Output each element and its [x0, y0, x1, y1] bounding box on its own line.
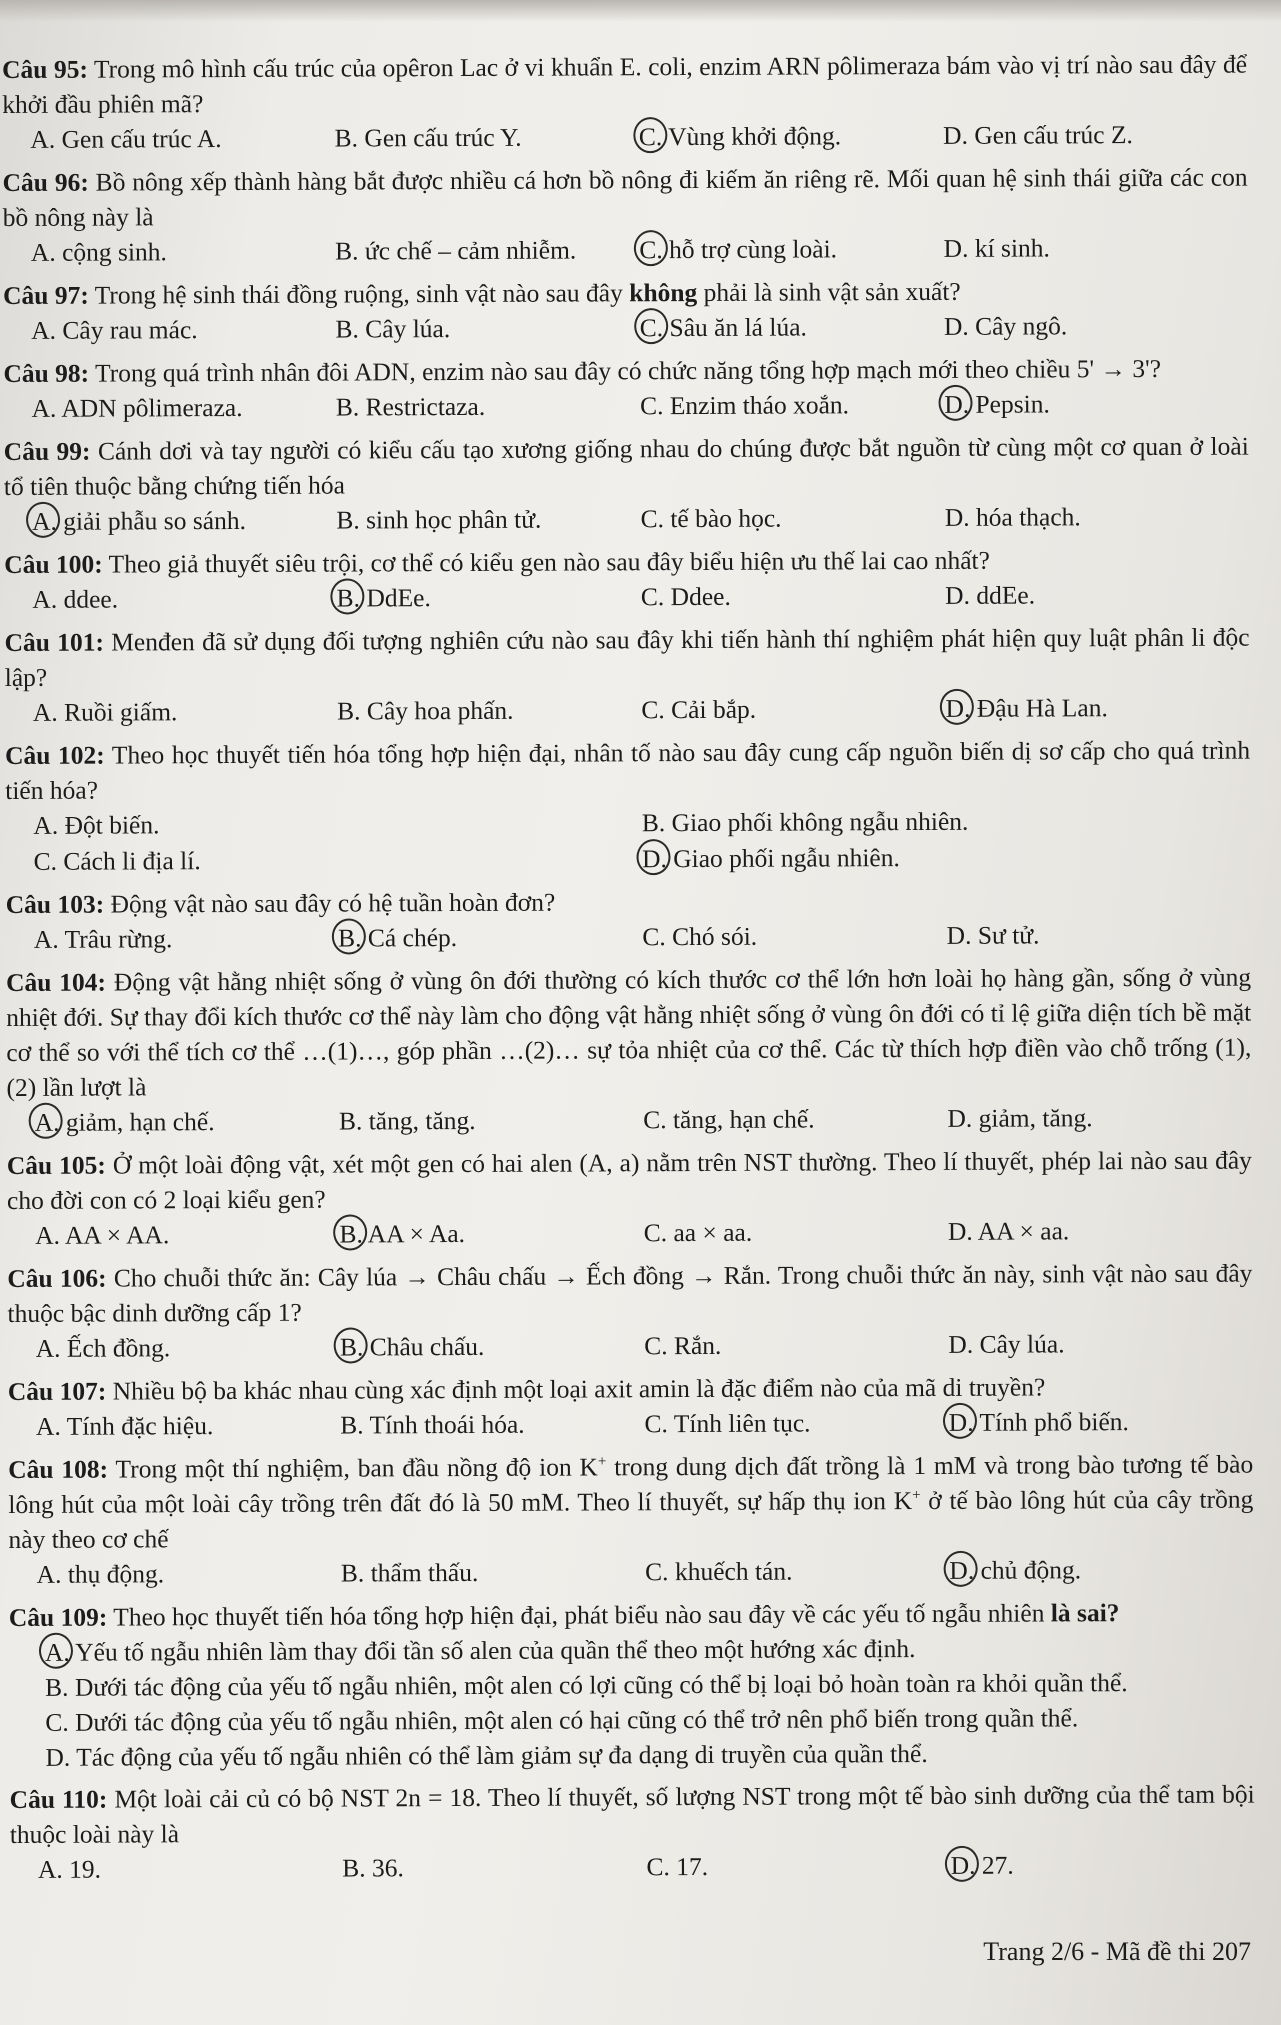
options	[10, 1847, 1255, 1888]
question-106	[7, 1256, 1252, 1367]
question-number: Câu 99:	[3, 436, 91, 466]
question-text: Ở một loài động vật, xét một gen có hai alen (A, a) nằm trên NST thường. Theo lí thuyết, phép lai nào sau đây cho đời con có 2 loại kiểu gen?	[6, 1145, 1252, 1215]
option-b[interactable]: B. DdEe.	[337, 579, 641, 616]
options	[4, 577, 1249, 618]
option-a[interactable]: A. giảm, hạn chế.	[35, 1104, 339, 1141]
question-list	[0, 47, 1255, 1895]
question-text: Menđen đã sử dụng đối tượng nghiên cứu nào sau đây khi tiến hành thí nghiệm phát hiện quy luật phân li độc lập?	[4, 622, 1250, 692]
options	[4, 499, 1249, 540]
option-b[interactable]: B. sinh học phân tử.	[336, 504, 542, 535]
option-d[interactable]: D. Tính phổ biến.	[949, 1404, 1253, 1441]
options	[6, 917, 1251, 958]
option-c[interactable]: C. Rắn.	[644, 1330, 722, 1361]
question-number: Câu 105:	[6, 1150, 106, 1180]
emphasis-text: không	[629, 277, 698, 308]
option-a[interactable]: A. giải phẫu so sánh.	[32, 503, 336, 540]
question-text: Trong quá trình nhân đôi ADN, enzim nào sau đây có chức năng tổng hợp mạch mới theo chiều 5' → 3'?	[94, 353, 1162, 388]
option-d[interactable]: D. Gen cấu trúc Z.	[943, 120, 1133, 150]
page-footer: Trang 2/6 - Mã đề thi 207	[983, 1937, 1251, 1966]
option-a[interactable]: A. Ếch đồng.	[35, 1333, 171, 1363]
selected-answer-circle: B.	[338, 920, 362, 956]
option-d[interactable]: D. chủ động.	[949, 1552, 1253, 1589]
options	[3, 386, 1248, 427]
question-text: Cho chuỗi thức ăn: Cây lúa → Châu chấu → Ếch đồng → Rắn. Trong chuỗi thức ăn này, sinh vật nào sau đây thuộc bậc dinh dưỡng cấp 1?	[7, 1258, 1253, 1328]
option-b[interactable]: B. Dưới tác động của yếu tố ngẫu nhiên, một alen có lợi cũng có thể bị loại bỏ hoàn toàn ra khỏi quần thể.	[45, 1668, 1128, 1702]
option-d[interactable]: D. giảm, tăng.	[947, 1103, 1093, 1133]
option-a[interactable]: A. Cây rau mác.	[31, 315, 198, 345]
option-a[interactable]: A. Gen cấu trúc A.	[30, 124, 222, 154]
question-96	[2, 160, 1247, 271]
option-c[interactable]: C. Cải bắp.	[641, 694, 757, 725]
option-a[interactable]: A. Ruồi giấm.	[32, 697, 178, 727]
question-text: Theo giả thuyết siêu trội, cơ thể có kiểu gen nào sau đây biểu hiện ưu thế lai cao nhất?	[108, 545, 990, 579]
option-b[interactable]: B. Restrictaza.	[335, 391, 486, 422]
selected-answer-circle: A.	[45, 1635, 70, 1670]
question-107	[8, 1369, 1253, 1445]
options	[5, 803, 1250, 880]
option-c[interactable]: C. Tính liên tục.	[644, 1408, 811, 1439]
option-d[interactable]: D. Tác động của yếu tố ngẫu nhiên có thể làm giảm sự đa dạng di truyền của quần thể.	[45, 1738, 928, 1772]
selected-answer-circle: B.	[337, 580, 361, 616]
option-a[interactable]: A. Đột biến.	[33, 810, 160, 840]
option-c[interactable]: C. Enzim tháo xoắn.	[639, 390, 850, 421]
question-text: Theo học thuyết tiến hóa tổng hợp hiện đại, phát biểu nào sau đây về các yếu tố ngẫu nhiên	[113, 1598, 1051, 1632]
question-103	[6, 882, 1251, 958]
option-c[interactable]: C. tăng, hạn chế.	[643, 1104, 815, 1135]
option-a[interactable]: A. 19.	[37, 1854, 102, 1884]
option-a[interactable]: A. Trâu rừng.	[33, 924, 173, 954]
option-c[interactable]: C. Ddee.	[640, 581, 731, 612]
options	[8, 1404, 1253, 1445]
question-number: Câu 106:	[7, 1263, 107, 1293]
question-99	[4, 429, 1249, 540]
question-text: Một loài cải củ có bộ NST 2n = 18. Theo lí thuyết, số lượng NST trong một tế bào sinh dưỡng của thể tam bội thuộc loài này là	[9, 1779, 1255, 1849]
option-d[interactable]: D. Cây lúa.	[948, 1329, 1065, 1359]
selected-answer-circle: C.	[639, 232, 663, 268]
option-d[interactable]: D. Pepsin.	[944, 386, 1248, 423]
option-b[interactable]: B. Giao phối không ngẫu nhiên.	[641, 806, 969, 838]
question-98	[3, 351, 1248, 427]
option-b[interactable]: B. 36.	[342, 1853, 404, 1883]
emphasis-text: là sai?	[1050, 1598, 1120, 1628]
selected-answer-circle: D.	[642, 841, 667, 877]
page-top-shadow	[0, 0, 1281, 22]
options	[3, 230, 1248, 271]
option-a[interactable]: A. Yếu tố ngẫu nhiên làm thay đổi tần số alen của quần thể theo một hướng xác định.	[9, 1630, 1254, 1670]
selected-answer-circle: D.	[944, 387, 969, 423]
option-d[interactable]: D. 27.	[951, 1847, 1255, 1884]
selected-answer-circle: D.	[946, 691, 971, 727]
option-d[interactable]: D. Giao phối ngẫu nhiên.	[642, 839, 1251, 878]
option-c[interactable]: C. khuếch tán.	[645, 1556, 793, 1587]
question-102	[5, 733, 1251, 880]
option-b[interactable]: B. Cây hoa phấn.	[337, 695, 514, 726]
question-number: Câu 109:	[8, 1602, 108, 1632]
options	[7, 1100, 1252, 1141]
options	[9, 1552, 1254, 1593]
option-c[interactable]: C. 17.	[646, 1851, 709, 1882]
question-number: Câu 103:	[5, 889, 105, 919]
option-d[interactable]: D. Cây ngô.	[943, 311, 1068, 341]
option-c[interactable]: C. Vùng khởi động.	[639, 118, 943, 155]
option-c[interactable]: C. tế bào học.	[640, 503, 782, 534]
option-d[interactable]: D. AA × aa.	[947, 1216, 1070, 1246]
question-108: Câu 108: Trong một thí nghiệm, ban đầu nồng độ ion K+ trong dung dịch đất trồng là 1 mM và trong bào tương tế bào lông hút của một loài cây trồng trên đất đó là 50 mM. Theo lí thuyết, sự hấp thụ ion K+ ở tế bào lông hút của cây trồng này theo cơ chế A. thụ động. B. thẩm thấu. C. khuếch tán. D. chủ động.	[8, 1447, 1254, 1593]
selected-answer-circle: C.	[639, 119, 663, 155]
question-number: Câu 102:	[5, 740, 105, 770]
question-text: Bồ nông xếp thành hàng bắt được nhiều cá hơn bồ nông đi kiếm ăn riêng rẽ. Mối quan hệ sinh thái giữa các con bồ nông này là	[2, 162, 1248, 232]
question-number: Câu 110:	[9, 1784, 108, 1814]
option-d[interactable]: D. ddEe.	[945, 580, 1036, 610]
selected-answer-circle: D.	[951, 1848, 976, 1884]
option-b[interactable]: B. tăng, tăng.	[338, 1105, 476, 1136]
option-c[interactable]: C. Chó sói.	[642, 921, 758, 952]
question-number: Câu 104:	[5, 967, 107, 997]
option-b[interactable]: B. Cá chép.	[338, 919, 642, 956]
question-number: Câu 97:	[2, 280, 89, 310]
question-text: Trong mô hình cấu trúc của opêron Lac ở vi khuẩn E. coli, enzim ARN pôlimeraza bám vào vị trí nào sau đây để khởi đầu phiên mã?	[2, 49, 1248, 119]
option-d[interactable]: D. Sư tử.	[946, 920, 1040, 950]
selected-answer-circle: B.	[339, 1216, 363, 1252]
question-95	[2, 47, 1247, 158]
question-number: Câu 98:	[3, 358, 90, 388]
option-c[interactable]: C. Sâu ăn lá lúa.	[640, 309, 944, 346]
question-number: Câu 95:	[2, 54, 88, 84]
option-a[interactable]: A. ADN pôlimeraza.	[31, 392, 243, 423]
option-d[interactable]: D. hóa thạch.	[944, 502, 1081, 532]
question-text: Cánh dơi và tay người có kiểu cấu tạo xương giống nhau do chúng được bắt nguồn từ cùng một cơ quan ở loài tổ tiên thuộc bằng chứng tiến hóa	[3, 431, 1249, 501]
question-number: Câu 100:	[4, 549, 103, 579]
selected-answer-circle: C.	[640, 310, 664, 346]
option-b[interactable]: B. Gen cấu trúc Y.	[334, 122, 522, 153]
question-number: Câu 101:	[4, 627, 104, 657]
question-text: Nhiều bộ ba khác nhau cùng xác định một loại axit amin là đặc điểm nào của mã di truyền?	[112, 1372, 1046, 1406]
option-b[interactable]: B. Tính thoái hóa.	[340, 1409, 525, 1440]
selected-answer-circle: A.	[32, 504, 57, 540]
option-b[interactable]: B. Cây lúa.	[335, 314, 451, 344]
option-c[interactable]: C. hỗ trợ cùng loài.	[639, 231, 943, 268]
option-c[interactable]: C. aa × aa.	[643, 1217, 753, 1248]
selected-answer-circle: D.	[949, 1405, 974, 1441]
question-104	[6, 960, 1252, 1141]
options	[2, 117, 1247, 158]
question-97: Câu 97: Trong hệ sinh thái đồng ruộng, sinh vật nào sau đây không phải là sinh vật sản xuất? A. Cây rau mác. B. Cây lúa. C. Sâu ăn lá lúa. D. Cây ngô.	[3, 273, 1248, 349]
question-number: Câu 108:	[8, 1454, 109, 1484]
option-a[interactable]: A. cộng sinh.	[30, 237, 167, 267]
option-b[interactable]: B. thẩm thấu.	[340, 1557, 479, 1588]
selected-answer-circle: A.	[35, 1105, 60, 1141]
question-text: Động vật nào sau đây có hệ tuần hoàn đơn?	[110, 887, 556, 919]
options	[7, 1213, 1252, 1254]
option-a[interactable]: A. ddee.	[32, 584, 119, 614]
option-a[interactable]: A. thụ động.	[36, 1559, 165, 1589]
question-105	[7, 1143, 1252, 1254]
question-text: Trong một thí nghiệm, ban đầu nồng độ ion K	[115, 1452, 598, 1484]
options	[5, 690, 1250, 731]
option-a[interactable]: A. AA × AA.	[35, 1220, 170, 1250]
option-b[interactable]: B. AA × Aa.	[339, 1215, 643, 1252]
question-text: Động vật hằng nhiệt sống ở vùng ôn đới thường có kích thước cơ thể lớn hơn loài họ hàng gần, sống ở vùng nhiệt đới. Sự thay đổi kích thước cơ thể này làm cho động vật hằng nhiệt sống ở vùng ôn đới có tỉ lệ giữa diện tích bề mặt cơ thể so với thể tích cơ thể …(1)…, góp phần …(2)… sự tỏa nhiệt của cơ thể. Các từ thích hợp điền vào chỗ trống (1), (2) lần lượt là	[6, 962, 1252, 1102]
question-text: Trong hệ sinh thái đồng ruộng, sinh vật nào sau đây	[94, 278, 630, 310]
option-b[interactable]: B. Châu chấu.	[340, 1328, 644, 1365]
option-d[interactable]: D. kí sinh.	[943, 233, 1050, 263]
options	[3, 308, 1248, 349]
selected-answer-circle: D.	[949, 1553, 974, 1589]
option-c[interactable]: C. Cách li địa lí.	[33, 846, 201, 876]
question-100	[4, 542, 1249, 618]
question-109	[9, 1595, 1255, 1775]
question-text: Theo học thuyết tiến hóa tổng hợp hiện đại, nhân tố nào sau đây cung cấp nguồn biến dị sơ cấp cho quá trình tiến hóa?	[5, 735, 1251, 805]
question-110	[10, 1777, 1255, 1888]
question-101	[5, 620, 1250, 731]
question-number: Câu 96:	[2, 167, 89, 197]
selected-answer-circle: B.	[340, 1329, 364, 1365]
option-c[interactable]: C. Dưới tác động của yếu tố ngẫu nhiên, một alen có hại cũng có thể trở nên phổ biến trong quần thể.	[45, 1703, 1079, 1737]
question-number: Câu 107:	[7, 1376, 107, 1406]
option-b[interactable]: B. ức chế – cảm nhiễm.	[335, 235, 577, 266]
option-a[interactable]: A. Tính đặc hiệu.	[35, 1411, 214, 1441]
options	[8, 1326, 1253, 1367]
option-d[interactable]: D. Đậu Hà Lan.	[946, 690, 1250, 727]
